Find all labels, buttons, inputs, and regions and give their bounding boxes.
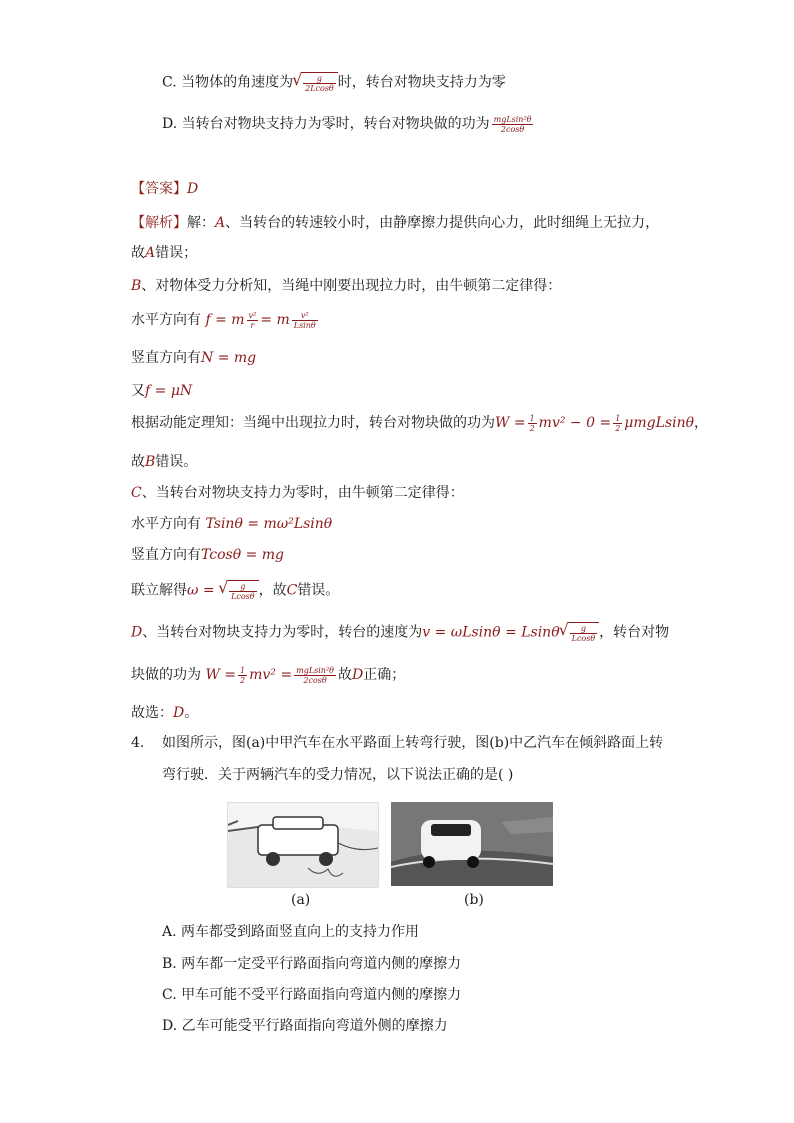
den: 2cosθ (303, 675, 327, 685)
num: v² (292, 311, 318, 321)
var: B (145, 454, 156, 470)
text: 、当转台对物块支持力为零时，转台的速度为 (142, 624, 423, 641)
analysis-line-2 (131, 243, 197, 263)
den: 2 (615, 423, 621, 433)
analysis-line-14 (131, 665, 405, 685)
analysis-line-6 (131, 381, 192, 401)
formula: f = μN (145, 383, 193, 399)
answer-label: 【答案】 (131, 181, 187, 197)
var: D (351, 667, 364, 683)
option-c-sqrt (293, 72, 338, 93)
fraction (294, 666, 336, 685)
num: √ g (570, 624, 598, 634)
analysis-line-7 (131, 413, 708, 433)
num: 1 (529, 413, 535, 423)
formula: f = m (205, 312, 245, 328)
text: 、当转台对物块支持力为零时，由牛顿第二定律得： (141, 485, 464, 501)
text: ，故 (258, 582, 287, 599)
analysis-label: 【解析】 (131, 215, 187, 231)
fraction (613, 414, 622, 433)
analysis-line-8 (131, 452, 197, 472)
text: 又 (131, 383, 145, 399)
formula: ω = (187, 582, 215, 599)
sqrt (560, 622, 600, 643)
car-a-image (227, 802, 379, 888)
num: 1 (615, 413, 621, 423)
text: ，转台对物 (599, 624, 670, 641)
fraction (528, 414, 537, 433)
text: 正确； (363, 667, 406, 683)
analysis-line-13 (131, 622, 669, 643)
den: r (250, 320, 255, 330)
den: Lcosθ (231, 591, 255, 601)
var: A (215, 215, 226, 231)
formula: Tcosθ = mg (201, 547, 285, 563)
text: 块做的功为 (131, 667, 201, 683)
text: 、当转台的转速较小时，由静摩擦力提供向心力，此时细绳上无拉力， (225, 215, 660, 231)
option-c-num: √ g (303, 74, 336, 84)
text: 错误。 (297, 582, 340, 599)
text: 故 (337, 667, 352, 683)
final-answer-line (131, 703, 198, 723)
text: 故选： (131, 705, 173, 721)
num: 1 (240, 665, 246, 675)
analysis-line-1 (131, 213, 659, 233)
num: v² (248, 310, 257, 320)
formula: μmgLsinθ (624, 415, 695, 431)
text: 水平方向有 (131, 516, 201, 532)
question-4-line-2: 弯行驶．关于两辆汽车的受力情况，以下说法正确的是( ) (162, 767, 514, 783)
option-c-prefix: C. 当物体的角速度为 (162, 74, 294, 91)
formula: N = mg (201, 350, 257, 366)
analysis-line-4 (131, 310, 320, 330)
text: ， (694, 415, 709, 431)
analysis-line-11 (131, 545, 284, 565)
option-c-den: 2Lcosθ (305, 83, 334, 93)
analysis-line-5 (131, 348, 256, 368)
var: B (131, 278, 142, 294)
option-d-prefix: D. 当转台对物块支持力为零时，转台对物块做的功为 (162, 116, 490, 132)
text: 水平方向有 (131, 312, 201, 328)
text: 故 (131, 454, 145, 470)
option-d-den: 2cosθ (500, 124, 525, 134)
text: 故 (131, 245, 145, 261)
text: 。 (184, 705, 199, 721)
den: Lcosθ (571, 633, 596, 643)
var: A (145, 245, 156, 261)
text: 错误。 (155, 454, 198, 470)
var: D (131, 624, 143, 641)
fraction (292, 311, 318, 330)
formula: = m (260, 312, 290, 328)
text: 解： (187, 215, 215, 231)
formula: W = (205, 667, 237, 683)
formula: Tsinθ = mω²Lsinθ (205, 516, 333, 532)
text: 联立解得 (131, 582, 187, 599)
question-4-option-d: D. 乙车可能受平行路面指向弯道外侧的摩擦力 (162, 1018, 448, 1034)
analysis-line-12 (131, 580, 339, 601)
figure-b-caption: (b) (464, 892, 484, 908)
text: 根据动能定理知：当绳中出现拉力时，转台对物块做的功为 (131, 415, 495, 431)
formula: v = ωLsinθ = Lsinθ (422, 624, 560, 641)
fraction (247, 311, 259, 330)
option-c-suffix: 时，转台对物块支持力为零 (337, 74, 506, 91)
analysis-line-10 (131, 514, 332, 534)
text: 错误； (155, 245, 198, 261)
option-c (162, 72, 506, 93)
num: √ g (229, 582, 257, 592)
text: 竖直方向有 (131, 547, 201, 563)
formula: W = (495, 415, 526, 431)
question-4-option-a: A. 两车都受到路面竖直向上的支持力作用 (162, 924, 420, 940)
var: C (286, 582, 298, 599)
answer-line (131, 179, 198, 199)
analysis-line-9 (131, 483, 464, 503)
text: 、对物体受力分析知，当绳中刚要出现拉力时，由牛顿第二定律得： (141, 278, 562, 294)
analysis-line-3 (131, 276, 561, 296)
den: 2 (240, 675, 246, 685)
car-b-image (391, 802, 553, 886)
option-d-frac (492, 115, 534, 134)
question-4-number: 4. (131, 735, 145, 751)
sqrt (219, 580, 259, 601)
figure-a-caption: (a) (291, 892, 311, 908)
text: 竖直方向有 (131, 350, 201, 366)
den: Lsinθ (293, 320, 316, 330)
formula: mv² = (249, 667, 293, 683)
question-4-option-c: C. 甲车可能不受平行路面指向弯道内侧的摩擦力 (162, 987, 462, 1003)
num: mgLsin²θ (296, 665, 334, 675)
formula: mv² − 0 = (538, 415, 612, 431)
option-d-num: mgLsin²θ (493, 114, 532, 124)
var: C (131, 485, 142, 501)
question-4-option-b: B. 两车都一定受平行路面指向弯道内侧的摩擦力 (162, 956, 462, 972)
den: 2 (529, 423, 535, 433)
var: D (173, 705, 185, 721)
question-4-line-1: 如图所示，图(a)中甲汽车在水平路面上转弯行驶，图(b)中乙汽车在倾斜路面上转 (162, 735, 664, 751)
option-d (162, 114, 535, 134)
fraction (238, 666, 247, 685)
answer-value: D (187, 181, 199, 197)
